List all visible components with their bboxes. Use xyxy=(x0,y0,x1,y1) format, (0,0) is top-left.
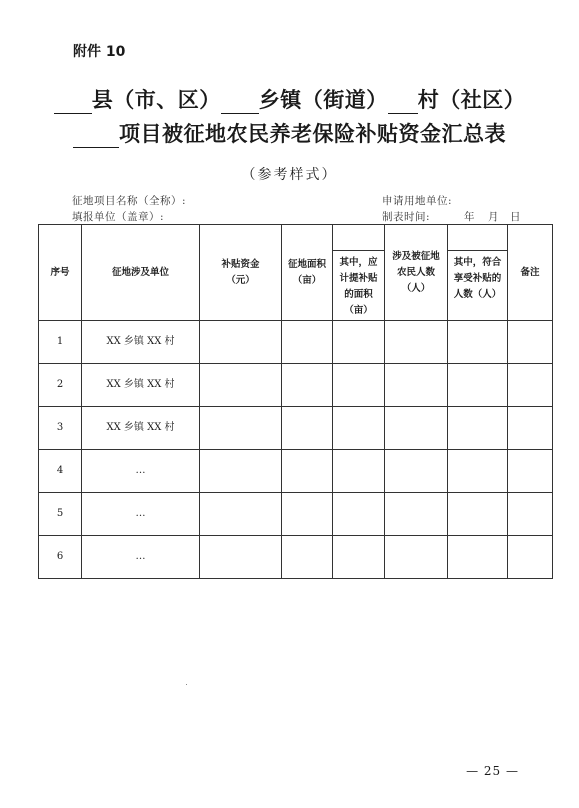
summary-table xyxy=(38,224,553,579)
header-seq: 序号 xyxy=(39,225,82,321)
cell-area xyxy=(282,536,333,579)
table-row xyxy=(39,407,553,450)
month-label: 月 xyxy=(488,211,499,223)
cell-area-sub xyxy=(333,536,385,579)
title-town: 乡镇（街道） xyxy=(258,87,388,112)
title-project: 项目被征地农民养老保险补贴资金汇总表 xyxy=(119,121,506,146)
blank-village xyxy=(388,93,418,114)
stray-dot xyxy=(186,684,187,685)
cell-subsidy xyxy=(200,321,282,364)
page-number: — 25 — xyxy=(466,764,519,778)
row-unit: … xyxy=(82,493,200,536)
table-row xyxy=(39,450,553,493)
row-seq: 6 xyxy=(39,536,82,579)
cell-remark xyxy=(508,321,553,364)
table-row xyxy=(39,536,553,579)
row-seq: 3 xyxy=(39,407,82,450)
cell-people-sub xyxy=(448,321,508,364)
header-row-1 xyxy=(39,225,553,251)
cell-remark xyxy=(508,407,553,450)
header-area: 征地面积（亩） xyxy=(282,225,333,321)
table-row xyxy=(39,493,553,536)
cell-subsidy xyxy=(200,364,282,407)
cell-people-sub xyxy=(448,450,508,493)
table-row xyxy=(39,321,553,364)
blank-town xyxy=(221,93,259,114)
cell-people-sub xyxy=(448,493,508,536)
cell-people xyxy=(385,450,448,493)
blank-project xyxy=(73,127,119,148)
row-unit: … xyxy=(82,450,200,493)
cell-area-sub xyxy=(333,493,385,536)
cell-remark xyxy=(508,493,553,536)
filler-label: 填报单位（盖章）: xyxy=(72,211,165,223)
cell-area-sub xyxy=(333,407,385,450)
header-people-sub: 其中，符合享受补贴的人数（人） xyxy=(448,251,508,321)
cell-area-sub xyxy=(333,321,385,364)
header-remark: 备注 xyxy=(508,225,553,321)
cell-area xyxy=(282,321,333,364)
row-unit: XX 乡镇 XX 村 xyxy=(82,321,200,364)
title-line-1 xyxy=(0,84,579,114)
row-unit: XX 乡镇 XX 村 xyxy=(82,364,200,407)
cell-subsidy xyxy=(200,407,282,450)
title-village: 村（社区） xyxy=(417,87,526,112)
table-row xyxy=(39,364,553,407)
title-line-2 xyxy=(0,118,579,148)
cell-area xyxy=(282,364,333,407)
header-people: 涉及被征地农民人数（人） xyxy=(385,225,448,321)
cell-remark xyxy=(508,364,553,407)
cell-people-sub xyxy=(448,364,508,407)
cell-area-sub xyxy=(333,364,385,407)
header-area-gap xyxy=(333,225,385,251)
cell-area xyxy=(282,493,333,536)
applicant-label: 申请用地单位: xyxy=(382,195,453,207)
cell-people xyxy=(385,407,448,450)
date-label: 制表时间: xyxy=(382,211,431,223)
cell-subsidy xyxy=(200,536,282,579)
cell-area xyxy=(282,407,333,450)
row-seq: 5 xyxy=(39,493,82,536)
row-unit: XX 乡镇 XX 村 xyxy=(82,407,200,450)
cell-area-sub xyxy=(333,450,385,493)
row-seq: 4 xyxy=(39,450,82,493)
year-label: 年 xyxy=(464,211,475,223)
cell-people-sub xyxy=(448,536,508,579)
attachment-label: 附件 10 xyxy=(73,44,126,60)
day-label: 日 xyxy=(510,211,521,223)
cell-people-sub xyxy=(448,407,508,450)
cell-remark xyxy=(508,536,553,579)
subtitle: （参考样式） xyxy=(241,167,338,183)
cell-people xyxy=(385,536,448,579)
row-unit: … xyxy=(82,536,200,579)
blank-county xyxy=(54,93,92,114)
cell-area xyxy=(282,450,333,493)
row-seq: 1 xyxy=(39,321,82,364)
title-county: 县（市、区） xyxy=(91,87,221,112)
cell-people xyxy=(385,364,448,407)
cell-remark xyxy=(508,450,553,493)
project-name-label: 征地项目名称（全称）: xyxy=(72,195,187,207)
row-seq: 2 xyxy=(39,364,82,407)
header-people-gap xyxy=(448,225,508,251)
header-area-sub: 其中，应计提补贴的面积（亩） xyxy=(333,251,385,321)
cell-people xyxy=(385,493,448,536)
header-unit: 征地涉及单位 xyxy=(82,225,200,321)
cell-subsidy xyxy=(200,493,282,536)
header-subsidy: 补贴资金（元） xyxy=(200,225,282,321)
cell-subsidy xyxy=(200,450,282,493)
cell-people xyxy=(385,321,448,364)
